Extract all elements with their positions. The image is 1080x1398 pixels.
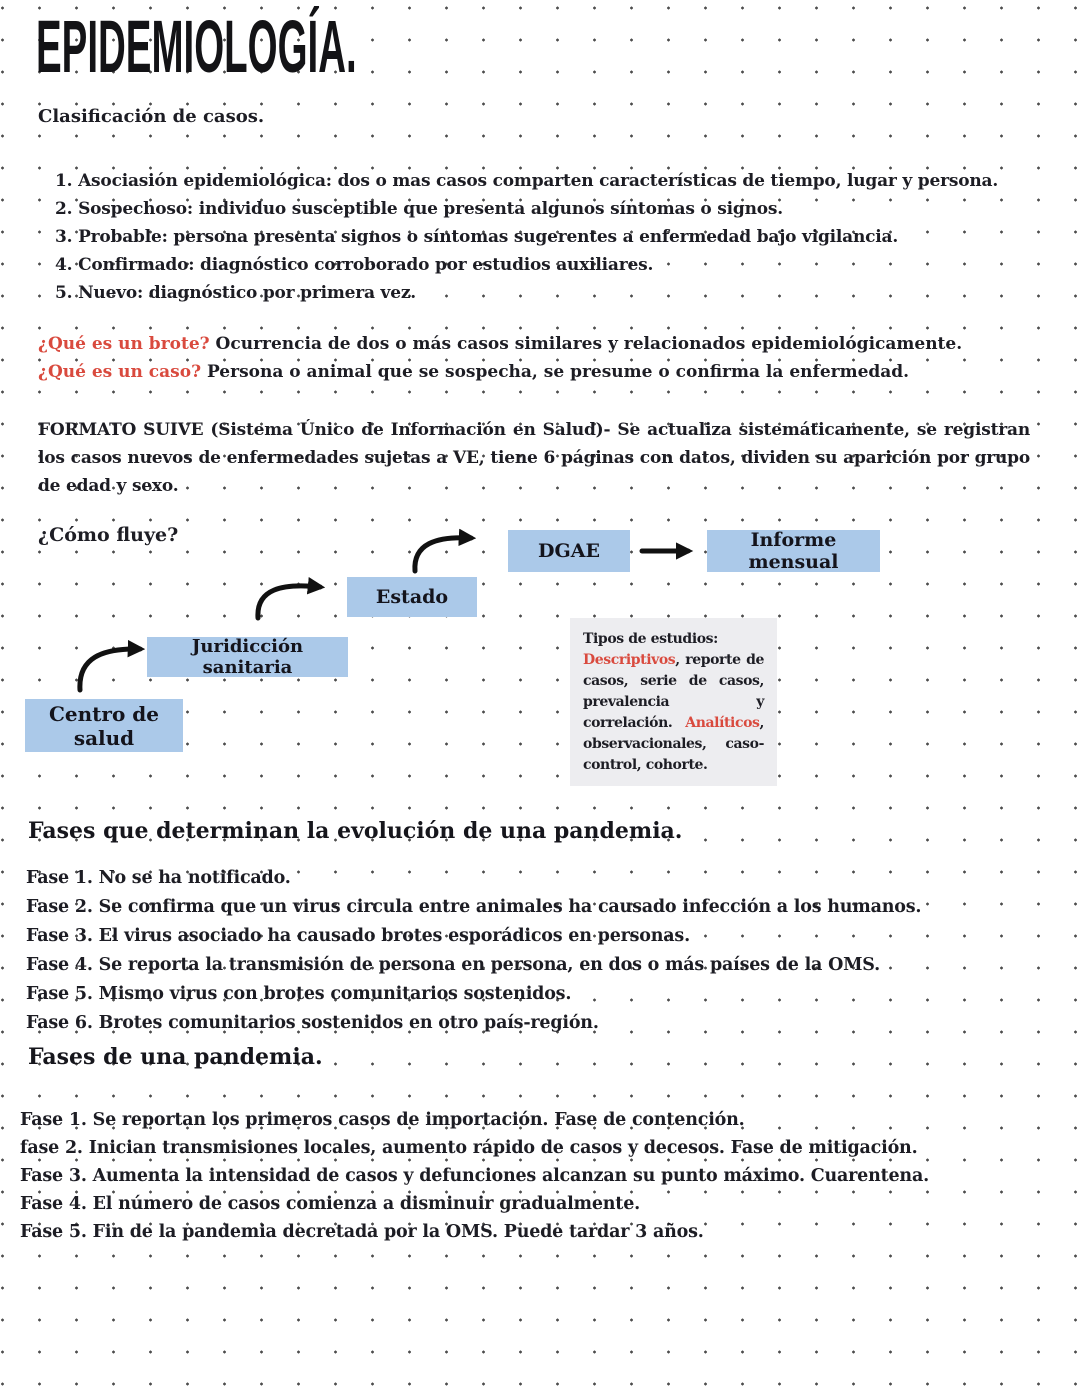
definitions-block: [38, 330, 962, 386]
flow-node-dgae: DGAE: [508, 530, 630, 572]
pandemic-phases-list: [20, 1106, 929, 1246]
phase-line: Fase 2. Se confirma que un virus circula entre animales ha causado infección a los humanos.: [26, 897, 922, 917]
section-heading-pandemic-phases: Fases de una pandemia.: [28, 1044, 323, 1070]
phase-line: Fase 6. Brotes comunitarios sostenidos en otro país-región.: [26, 1013, 599, 1033]
page-title: EPIDEMIOLOGÍA.: [36, 5, 357, 88]
phase-line: Fase 4. Se reporta la transmisión de persona en persona, en dos o más países de la OMS.: [26, 955, 880, 975]
phase-line: Fase 5. Mismo virus con brotes comunitarios sostenidos.: [26, 984, 572, 1004]
phase-line: Fase 3. El virus asociado ha causado brotes esporádicos en personas.: [26, 926, 690, 946]
flow-node-estado: Estado: [347, 577, 477, 617]
flow-node-juridiccion-sanitaria: Juridicción sanitaria: [147, 637, 348, 677]
pandemic-evolution-list: [26, 864, 921, 1038]
question-label: ¿Qué es un brote?: [38, 334, 210, 354]
studies-types-box: [570, 618, 777, 786]
studies-descriptive-text: , reporte de casos, serie de casos, prevalencia y correlación.: [583, 652, 764, 731]
flow-node-centro-de-salud: Centro de salud: [25, 699, 183, 752]
studies-analytic-label: Analíticos: [685, 715, 760, 731]
list-item: 3. Probable: persona presenta signos o síntomas sugerentes a enfermedad bajo vigilancia.: [55, 227, 899, 247]
question-answer: Persona o animal que se sospecha, se presume o confirma la enfermedad.: [206, 362, 910, 382]
studies-analytic-text: , observacionales, caso-control, cohorte.: [583, 715, 764, 773]
flow-arrows: [0, 505, 1080, 795]
phase-line: fase 2. Inician transmisiones locales, aumento rápido de casos y decesos. Fase de mitigación.: [20, 1138, 918, 1158]
suive-paragraph: FORMATO SUIVE (Sistema Único de Información en Salud)- Se actualiza sistemáticamente, se registran los casos nuevos de enfermedades sujetas a VE, tiene 6 páginas con datos, dividen su aparición por grupo de edad y sexo.: [38, 420, 1030, 496]
list-item: 2. Sospechoso: individuo susceptible que presenta algunos síntomas o signos.: [55, 199, 783, 219]
phase-line: Fase 1. No se ha notificado.: [26, 868, 291, 888]
question-answer: Ocurrencia de dos o más casos similares y relacionados epidemiológicamente.: [215, 334, 963, 354]
studies-box-body: [583, 650, 764, 776]
studies-descriptive-label: Descriptivos: [583, 652, 676, 668]
phase-line: Fase 5. Fin de la pandemia decretada por la OMS. Puede tardar 3 años.: [20, 1222, 704, 1242]
list-item: 1. Asociasión epidemiológica: dos o mas casos comparten características de tiempo, lugar y persona.: [55, 171, 999, 191]
flow-question: ¿Cómo fluye?: [38, 524, 179, 546]
phase-line: Fase 3. Aumenta la intensidad de casos y defunciones alcanzan su punto máximo. Cuarentena.: [20, 1166, 929, 1186]
studies-box-title: Tipos de estudios:: [583, 631, 718, 647]
question-line: [38, 358, 962, 386]
question-line: [38, 330, 962, 358]
phase-line: Fase 4. El número de casos comienza a disminuir gradualmente.: [20, 1194, 641, 1214]
section-heading-pandemic-evolution: Fases que determinan la evolución de una pandemia.: [28, 818, 683, 844]
classification-list: [55, 167, 998, 307]
phase-line: Fase 1. Se reportan los primeros casos de importación. Fase de contención.: [20, 1110, 745, 1130]
question-label: ¿Qué es un caso?: [38, 362, 202, 382]
section-subtitle-classification: Clasificación de casos.: [38, 106, 265, 127]
curved-arrow-icon: [80, 649, 140, 690]
curved-arrow-icon: [258, 586, 320, 618]
list-item: 5. Nuevo: diagnóstico por primera vez.: [55, 283, 416, 303]
curved-arrow-icon: [415, 538, 471, 571]
flow-node-informe-mensual: Informe mensual: [707, 530, 880, 572]
list-item: 4. Confirmado: diagnóstico corroborado por estudios auxiliares.: [55, 255, 654, 275]
